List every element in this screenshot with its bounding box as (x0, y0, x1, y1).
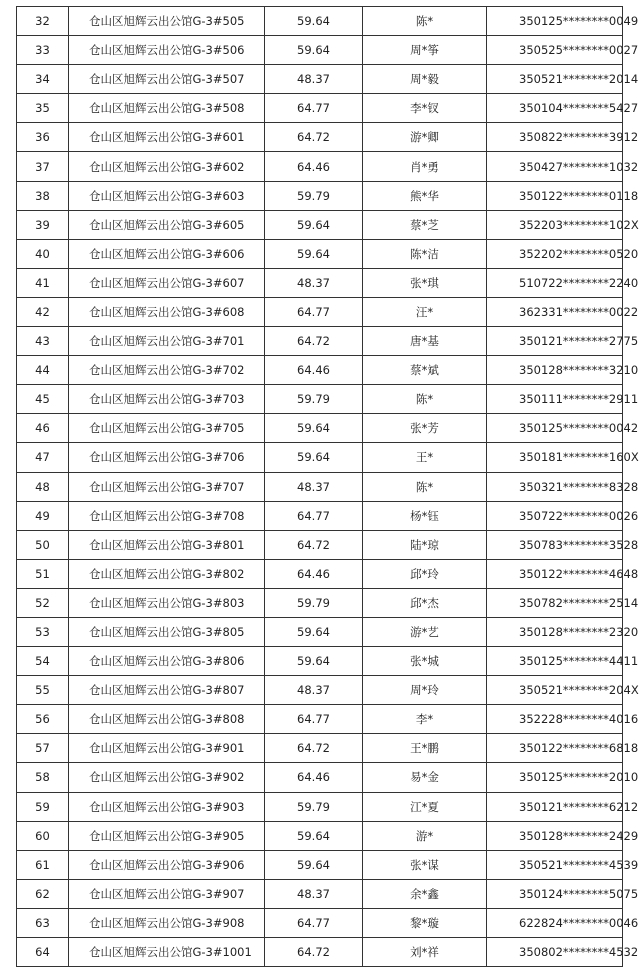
table-row (17, 414, 623, 443)
row-number-cell: 46 (17, 414, 69, 443)
row-number-cell: 57 (17, 734, 69, 763)
id-number-cell: 350125********0042 (487, 414, 623, 443)
area-cell: 59.79 (265, 588, 363, 617)
holder-name-cell: 汪* (363, 297, 487, 326)
area-cell: 59.64 (265, 7, 363, 36)
row-number-cell: 63 (17, 908, 69, 937)
row-number-cell: 55 (17, 676, 69, 705)
row-number-cell: 48 (17, 472, 69, 501)
row-number-cell: 58 (17, 763, 69, 792)
row-number-cell: 47 (17, 443, 69, 472)
id-number-cell: 350722********0026 (487, 501, 623, 530)
unit-address-cell: 仓山区旭辉云出公馆G-3#903 (69, 792, 265, 821)
row-number-cell: 36 (17, 123, 69, 152)
row-number-cell: 51 (17, 559, 69, 588)
unit-address-cell: 仓山区旭辉云出公馆G-3#805 (69, 617, 265, 646)
area-cell: 59.64 (265, 617, 363, 646)
unit-address-cell: 仓山区旭辉云出公馆G-3#1001 (69, 938, 265, 967)
id-number-cell: 350521********4539 (487, 850, 623, 879)
holder-name-cell: 蔡*斌 (363, 356, 487, 385)
row-number-cell: 39 (17, 210, 69, 239)
area-cell: 59.64 (265, 36, 363, 65)
row-number-cell: 45 (17, 385, 69, 414)
unit-address-cell: 仓山区旭辉云出公馆G-3#803 (69, 588, 265, 617)
row-number-cell: 40 (17, 239, 69, 268)
area-cell: 64.72 (265, 938, 363, 967)
table-row (17, 792, 623, 821)
unit-address-cell: 仓山区旭辉云出公馆G-3#606 (69, 239, 265, 268)
row-number-cell: 43 (17, 327, 69, 356)
id-number-cell: 350121********2775 (487, 327, 623, 356)
unit-address-cell: 仓山区旭辉云出公馆G-3#901 (69, 734, 265, 763)
id-number-cell: 350321********8328 (487, 472, 623, 501)
area-cell: 59.64 (265, 414, 363, 443)
holder-name-cell: 李* (363, 705, 487, 734)
id-number-cell: 352202********0520 (487, 239, 623, 268)
unit-address-cell: 仓山区旭辉云出公馆G-3#708 (69, 501, 265, 530)
unit-address-cell: 仓山区旭辉云出公馆G-3#902 (69, 763, 265, 792)
table-row (17, 152, 623, 181)
area-cell: 64.77 (265, 501, 363, 530)
id-number-cell: 350111********2911 (487, 385, 623, 414)
id-number-cell: 350122********4648 (487, 559, 623, 588)
table-row (17, 938, 623, 967)
holder-name-cell: 陈* (363, 7, 487, 36)
table-row (17, 734, 623, 763)
table-row (17, 676, 623, 705)
unit-address-cell: 仓山区旭辉云出公馆G-3#602 (69, 152, 265, 181)
table-row (17, 763, 623, 792)
table-row (17, 443, 623, 472)
id-number-cell: 352228********4016 (487, 705, 623, 734)
area-cell: 59.79 (265, 792, 363, 821)
table-row (17, 705, 623, 734)
row-number-cell: 49 (17, 501, 69, 530)
id-number-cell: 350124********5075 (487, 879, 623, 908)
unit-address-cell: 仓山区旭辉云出公馆G-3#707 (69, 472, 265, 501)
row-number-cell: 34 (17, 65, 69, 94)
unit-address-cell: 仓山区旭辉云出公馆G-3#507 (69, 65, 265, 94)
holder-name-cell: 邱*杰 (363, 588, 487, 617)
holder-name-cell: 游*卿 (363, 123, 487, 152)
id-number-cell: 350125********2010 (487, 763, 623, 792)
table-body (17, 7, 639, 967)
area-cell: 64.46 (265, 763, 363, 792)
row-number-cell: 54 (17, 647, 69, 676)
holder-name-cell: 江*夏 (363, 792, 487, 821)
table-row (17, 530, 623, 559)
unit-address-cell: 仓山区旭辉云出公馆G-3#603 (69, 181, 265, 210)
table-row (17, 647, 623, 676)
unit-address-cell: 仓山区旭辉云出公馆G-3#505 (69, 7, 265, 36)
table-row (17, 356, 623, 385)
table-row (17, 36, 623, 65)
holder-name-cell: 陈* (363, 385, 487, 414)
row-number-cell: 60 (17, 821, 69, 850)
table-row (17, 7, 623, 36)
row-number-cell: 53 (17, 617, 69, 646)
id-number-cell: 350521********204X (487, 676, 623, 705)
table-row (17, 65, 623, 94)
id-number-cell: 350122********0118 (487, 181, 623, 210)
unit-address-cell: 仓山区旭辉云出公馆G-3#802 (69, 559, 265, 588)
area-cell: 59.64 (265, 239, 363, 268)
area-cell: 48.37 (265, 879, 363, 908)
id-number-cell: 350128********2320 (487, 617, 623, 646)
area-cell: 59.64 (265, 850, 363, 879)
table-row (17, 472, 623, 501)
holder-name-cell: 杨*钰 (363, 501, 487, 530)
unit-address-cell: 仓山区旭辉云出公馆G-3#506 (69, 36, 265, 65)
table-row (17, 908, 623, 937)
area-cell: 64.72 (265, 123, 363, 152)
table-row (17, 588, 623, 617)
id-number-cell: 350782********2514 (487, 588, 623, 617)
holder-name-cell: 易*金 (363, 763, 487, 792)
holder-name-cell: 张*芳 (363, 414, 487, 443)
table-row (17, 879, 623, 908)
holder-name-cell: 周*毅 (363, 65, 487, 94)
id-number-cell: 350822********3912 (487, 123, 623, 152)
holder-name-cell: 陈* (363, 472, 487, 501)
area-cell: 59.64 (265, 647, 363, 676)
area-cell: 59.64 (265, 443, 363, 472)
row-number-cell: 44 (17, 356, 69, 385)
unit-address-cell: 仓山区旭辉云出公馆G-3#705 (69, 414, 265, 443)
area-cell: 48.37 (265, 472, 363, 501)
row-number-cell: 52 (17, 588, 69, 617)
table-row (17, 617, 623, 646)
row-number-cell: 35 (17, 94, 69, 123)
id-number-cell: 362331********0022 (487, 297, 623, 326)
area-cell: 64.46 (265, 356, 363, 385)
id-number-cell: 352203********102X (487, 210, 623, 239)
unit-address-cell: 仓山区旭辉云出公馆G-3#907 (69, 879, 265, 908)
holder-name-cell: 陆*琼 (363, 530, 487, 559)
unit-address-cell: 仓山区旭辉云出公馆G-3#808 (69, 705, 265, 734)
holder-name-cell: 熊*华 (363, 181, 487, 210)
holder-name-cell: 唐*基 (363, 327, 487, 356)
id-number-cell: 350525********0027 (487, 36, 623, 65)
holder-name-cell: 王* (363, 443, 487, 472)
holder-name-cell: 王*鹏 (363, 734, 487, 763)
holder-name-cell: 周*玲 (363, 676, 487, 705)
unit-address-cell: 仓山区旭辉云出公馆G-3#702 (69, 356, 265, 385)
table-row (17, 297, 623, 326)
table-row (17, 239, 623, 268)
id-number-cell: 350104********5427 (487, 94, 623, 123)
table-row (17, 385, 623, 414)
id-number-cell: 350181********160X (487, 443, 623, 472)
table-row (17, 94, 623, 123)
row-number-cell: 33 (17, 36, 69, 65)
id-number-cell: 350521********2014 (487, 65, 623, 94)
area-cell: 59.64 (265, 821, 363, 850)
holder-name-cell: 李*钗 (363, 94, 487, 123)
area-cell: 64.77 (265, 297, 363, 326)
holder-name-cell: 张*城 (363, 647, 487, 676)
table-row (17, 327, 623, 356)
unit-address-cell: 仓山区旭辉云出公馆G-3#508 (69, 94, 265, 123)
id-number-cell: 350128********2429 (487, 821, 623, 850)
id-number-cell: 350121********6212 (487, 792, 623, 821)
table-row (17, 821, 623, 850)
unit-address-cell: 仓山区旭辉云出公馆G-3#607 (69, 268, 265, 297)
holder-name-cell: 邱*玲 (363, 559, 487, 588)
id-number-cell: 350802********4532 (487, 938, 623, 967)
table-row (17, 850, 623, 879)
holder-name-cell: 周*筝 (363, 36, 487, 65)
id-number-cell: 350128********3210 (487, 356, 623, 385)
holder-name-cell: 游* (363, 821, 487, 850)
holder-name-cell: 刘*祥 (363, 938, 487, 967)
row-number-cell: 41 (17, 268, 69, 297)
holder-name-cell: 张*谋 (363, 850, 487, 879)
id-number-cell: 622824********0046 (487, 908, 623, 937)
holder-name-cell: 陈*洁 (363, 239, 487, 268)
unit-address-cell: 仓山区旭辉云出公馆G-3#601 (69, 123, 265, 152)
unit-address-cell: 仓山区旭辉云出公馆G-3#608 (69, 297, 265, 326)
area-cell: 64.77 (265, 705, 363, 734)
unit-address-cell: 仓山区旭辉云出公馆G-3#908 (69, 908, 265, 937)
id-number-cell: 350122********6818 (487, 734, 623, 763)
area-cell: 48.37 (265, 676, 363, 705)
table-row (17, 501, 623, 530)
holder-name-cell: 肖*勇 (363, 152, 487, 181)
area-cell: 64.77 (265, 908, 363, 937)
row-number-cell: 32 (17, 7, 69, 36)
unit-address-cell: 仓山区旭辉云出公馆G-3#807 (69, 676, 265, 705)
unit-address-cell: 仓山区旭辉云出公馆G-3#906 (69, 850, 265, 879)
area-cell: 59.64 (265, 210, 363, 239)
unit-address-cell: 仓山区旭辉云出公馆G-3#806 (69, 647, 265, 676)
unit-address-cell: 仓山区旭辉云出公馆G-3#701 (69, 327, 265, 356)
area-cell: 64.46 (265, 559, 363, 588)
table-row (17, 181, 623, 210)
unit-address-cell: 仓山区旭辉云出公馆G-3#605 (69, 210, 265, 239)
area-cell: 48.37 (265, 268, 363, 297)
table-row (17, 123, 623, 152)
row-number-cell: 42 (17, 297, 69, 326)
id-number-cell: 350427********1032 (487, 152, 623, 181)
holder-name-cell: 黎*璇 (363, 908, 487, 937)
unit-address-cell: 仓山区旭辉云出公馆G-3#801 (69, 530, 265, 559)
area-cell: 64.72 (265, 734, 363, 763)
id-number-cell: 510722********2240 (487, 268, 623, 297)
row-number-cell: 38 (17, 181, 69, 210)
area-cell: 48.37 (265, 65, 363, 94)
area-cell: 64.46 (265, 152, 363, 181)
holder-name-cell: 游*艺 (363, 617, 487, 646)
row-number-cell: 56 (17, 705, 69, 734)
area-cell: 64.72 (265, 530, 363, 559)
table-row (17, 268, 623, 297)
row-number-cell: 59 (17, 792, 69, 821)
row-number-cell: 62 (17, 879, 69, 908)
unit-address-cell: 仓山区旭辉云出公馆G-3#703 (69, 385, 265, 414)
allocation-table (16, 6, 639, 967)
area-cell: 59.79 (265, 181, 363, 210)
table-row (17, 559, 623, 588)
holder-name-cell: 蔡*芝 (363, 210, 487, 239)
row-number-cell: 37 (17, 152, 69, 181)
table-row (17, 210, 623, 239)
row-number-cell: 50 (17, 530, 69, 559)
id-number-cell: 350125********0049 (487, 7, 623, 36)
area-cell: 59.79 (265, 385, 363, 414)
unit-address-cell: 仓山区旭辉云出公馆G-3#905 (69, 821, 265, 850)
id-number-cell: 350783********3528 (487, 530, 623, 559)
row-number-cell: 61 (17, 850, 69, 879)
holder-name-cell: 张*琪 (363, 268, 487, 297)
area-cell: 64.72 (265, 327, 363, 356)
holder-name-cell: 余*鑫 (363, 879, 487, 908)
id-number-cell: 350125********4411 (487, 647, 623, 676)
row-number-cell: 64 (17, 938, 69, 967)
unit-address-cell: 仓山区旭辉云出公馆G-3#706 (69, 443, 265, 472)
area-cell: 64.77 (265, 94, 363, 123)
